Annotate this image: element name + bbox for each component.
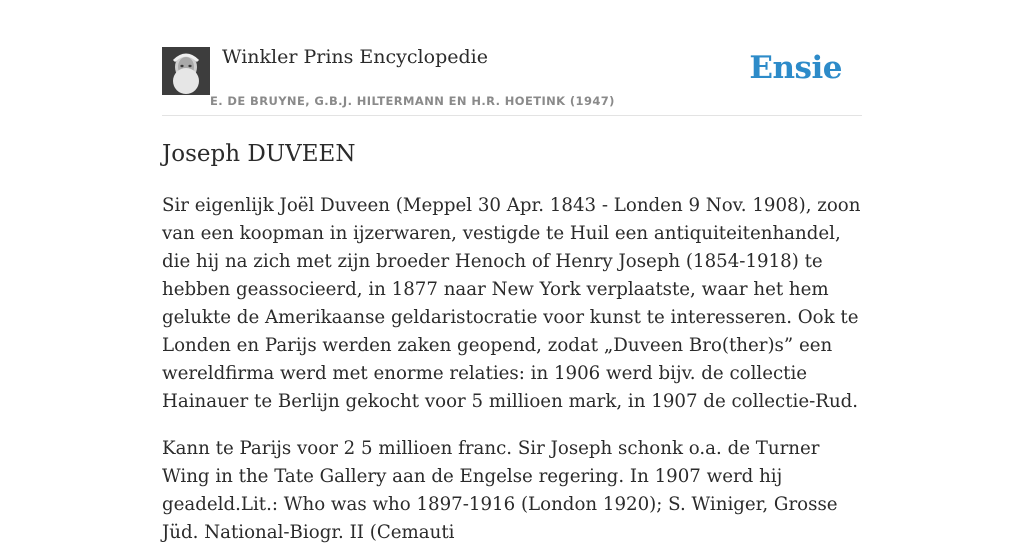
page-content	[162, 0, 862, 543]
article-paragraph-2: Kann te Parijs voor 2 5 millioen franc. Sir Joseph schonk o.a. de Turner Wing in the Tate Gallery aan de Engelse regering. In 1907 werd hij geadeld.Lit.: Who was who 1897-1916 (London 1920); S. Winiger, Grosse Jüd. National-Biogr. II (Cemauti	[162, 438, 838, 543]
article-paragraph-1: Sir eigenlijk Joël Duveen (Meppel 30 Apr. 1843 - Londen 9 Nov. 1908), zoon van een koopman in ijzerwaren, vestigde te Huil een antiquiteitenhandel, die hij na zich met zijn broeder Henoch of Henry Joseph (1854-1918) te hebben geassocieerd, in 1877 naar New York verplaatste, waar het hem gelukte de Amerikaanse geldaristocratie voor kunst te interesseren. Ook te Londen en Parijs werden zaken geopend, zodat „Duveen Bro(ther)s” een wereldfirma werd met enorme relaties: in 1906 werd bijv. de collectie Hainauer te Berlijn gekocht voor 5 millioen mark, in 1907 de collectie-Rud.	[162, 195, 861, 412]
encyclopedia-authors: E. DE BRUYNE, G.B.J. HILTERMANN EN H.R. HOETINK (1947)	[210, 94, 615, 108]
author-avatar	[162, 47, 210, 95]
article-title: Joseph DUVEEN	[162, 141, 356, 167]
ensie-logo-link[interactable]: Ensie	[749, 50, 842, 86]
encyclopedia-title[interactable]: Winkler Prins Encyclopedie	[222, 46, 488, 68]
encyclopedia-header	[162, 0, 862, 116]
